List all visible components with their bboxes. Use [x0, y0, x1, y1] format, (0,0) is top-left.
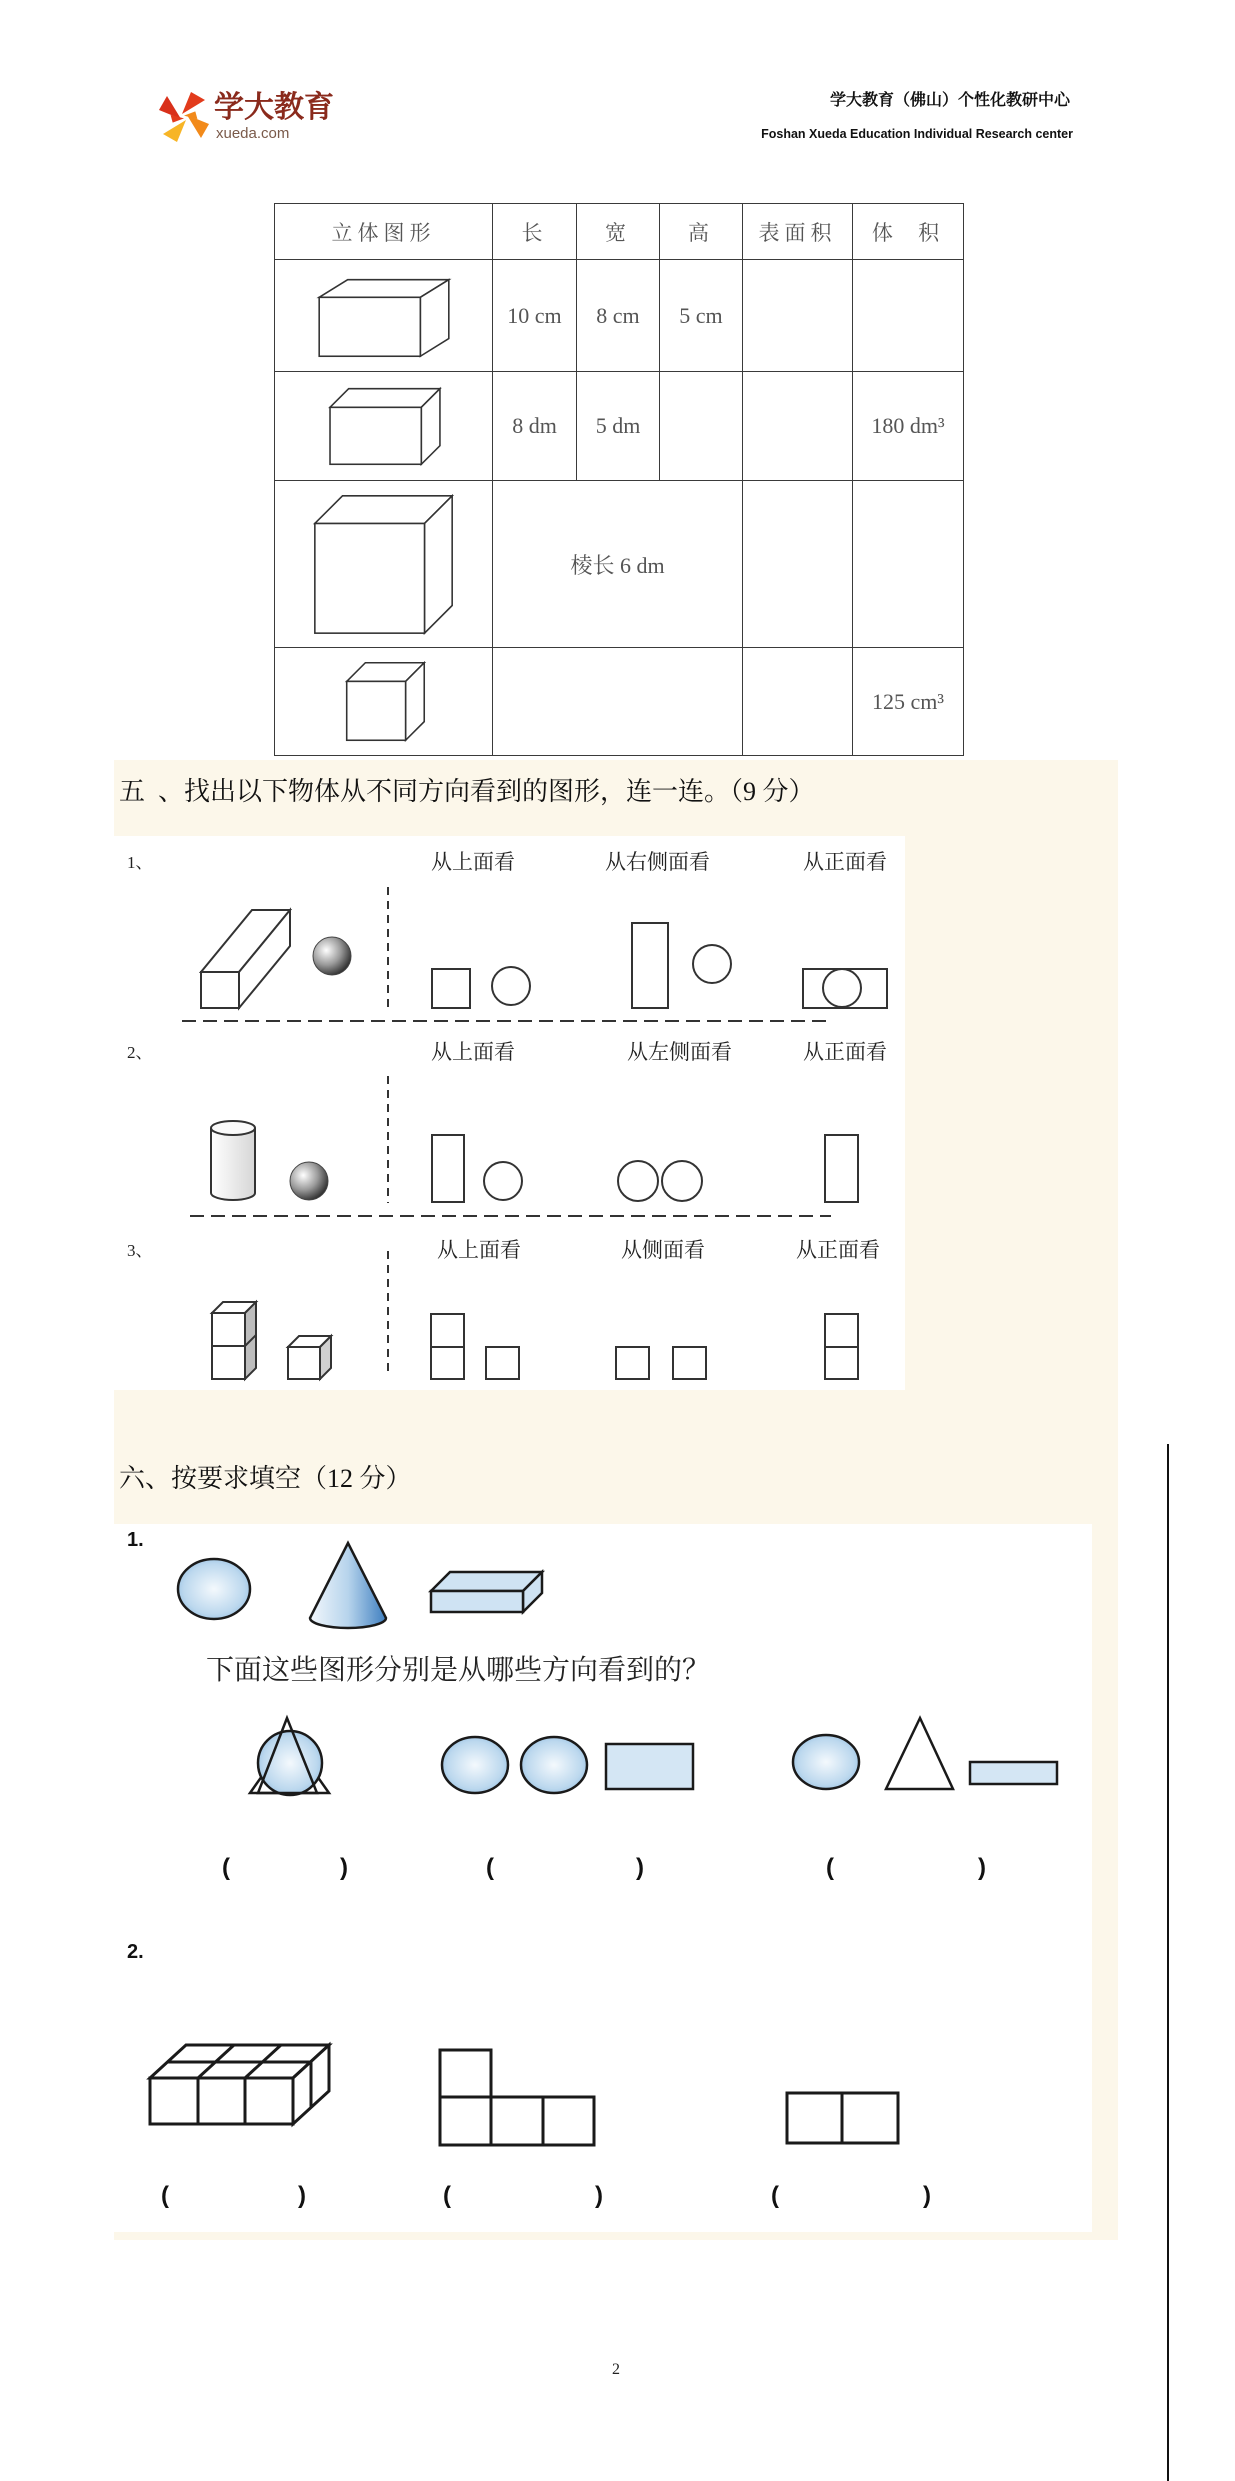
solid-figures-table: [274, 203, 964, 756]
item2-view-label-front: 从正面看: [803, 1041, 887, 1064]
length-cell: 8 dm: [493, 372, 577, 481]
edge-length-cell: 棱长 6 dm: [493, 481, 743, 648]
cube-drawing: [276, 482, 492, 646]
cube-drawing: [276, 649, 492, 754]
answer-blank-open: (: [222, 1854, 230, 1881]
volume-cell: [853, 481, 964, 648]
pinwheel-logo-icon: [159, 92, 209, 142]
surface-area-cell: [743, 372, 853, 481]
answer-blank-close: ): [298, 2182, 306, 2209]
surface-area-cell: [743, 260, 853, 372]
surface-area-cell: [743, 648, 853, 756]
item3-view-label-front: 从正面看: [796, 1239, 880, 1262]
question1-number: 1.: [127, 1529, 144, 1551]
section6-title: 六、按要求填空（12 分）: [119, 1464, 412, 1493]
answer-blank-open: (: [443, 2182, 451, 2209]
item2-number: 2、: [127, 1043, 153, 1062]
answer-blank-close: ): [636, 1854, 644, 1881]
right-margin-line: [1167, 1444, 1169, 2481]
answer-blank-open: (: [826, 1854, 834, 1881]
table-header-row: [275, 204, 964, 260]
item1-view-label-right: 从右侧面看: [605, 851, 710, 874]
width-cell: 8 cm: [577, 260, 660, 372]
section5-title: 五 、找出以下物体从不同方向看到的图形，连一连。（9 分）: [119, 777, 815, 806]
volume-cell: 125 cm³: [853, 648, 964, 756]
item3-number: 3、: [127, 1241, 153, 1260]
question2-number: 2.: [127, 1941, 144, 1963]
item3-view-label-side: 从侧面看: [621, 1239, 705, 1262]
length-cell: 10 cm: [493, 260, 577, 372]
answer-blank-close: ): [595, 2182, 603, 2209]
width-cell: 5 dm: [577, 372, 660, 481]
item3-view-label-top: 从上面看: [437, 1239, 521, 1262]
surface-area-cell: [743, 481, 853, 648]
page-number: 2: [612, 2361, 620, 2378]
table-row: [275, 481, 964, 648]
logo-text: 学大教育: [214, 91, 334, 124]
org-name: 学大教育（佛山）个性化教研中心: [829, 92, 1070, 109]
item2-view-label-top: 从上面看: [431, 1041, 515, 1064]
question1-text: 下面这些图形分别是从哪些方向看到的？: [206, 1654, 711, 1685]
item1-view-label-top: 从上面看: [431, 851, 515, 874]
figure-cell: [275, 481, 493, 648]
header-surface-area: 表面积: [743, 204, 853, 260]
figure-cell: [275, 372, 493, 481]
item1-view-label-front: 从正面看: [803, 851, 887, 874]
answer-blank-open: (: [771, 2182, 779, 2209]
item2-view-label-left: 从左侧面看: [627, 1041, 732, 1064]
table-row: [275, 372, 964, 481]
volume-cell: 180 dm³: [853, 372, 964, 481]
section6-figure-area: [114, 1524, 1092, 2232]
answer-blank-close: ): [923, 2182, 931, 2209]
answer-blank-close: ): [340, 1854, 348, 1881]
org-name-english: Foshan Xueda Education Individual Research center: [761, 127, 1073, 141]
answer-blank-open: (: [161, 2182, 169, 2209]
header-length: 长: [493, 204, 577, 260]
answer-blank-open: (: [486, 1854, 494, 1881]
cuboid-drawing: [276, 373, 492, 479]
item1-number: 1、: [127, 853, 153, 872]
edge-length-cell: [493, 648, 743, 756]
table-row: [275, 260, 964, 372]
figure-cell: [275, 648, 493, 756]
volume-cell: [853, 260, 964, 372]
header-volume: 体 积: [853, 204, 964, 260]
height-cell: 5 cm: [660, 260, 743, 372]
header-figure: 立体图形: [275, 204, 493, 260]
logo-domain: xueda.com: [216, 125, 290, 142]
table-row: [275, 648, 964, 756]
figure-cell: [275, 260, 493, 372]
header-height: 高: [660, 204, 743, 260]
section5-figure-area: [114, 836, 905, 1390]
cuboid-drawing: [276, 261, 492, 370]
height-cell: [660, 372, 743, 481]
header-width: 宽: [577, 204, 660, 260]
answer-blank-close: ): [978, 1854, 986, 1881]
